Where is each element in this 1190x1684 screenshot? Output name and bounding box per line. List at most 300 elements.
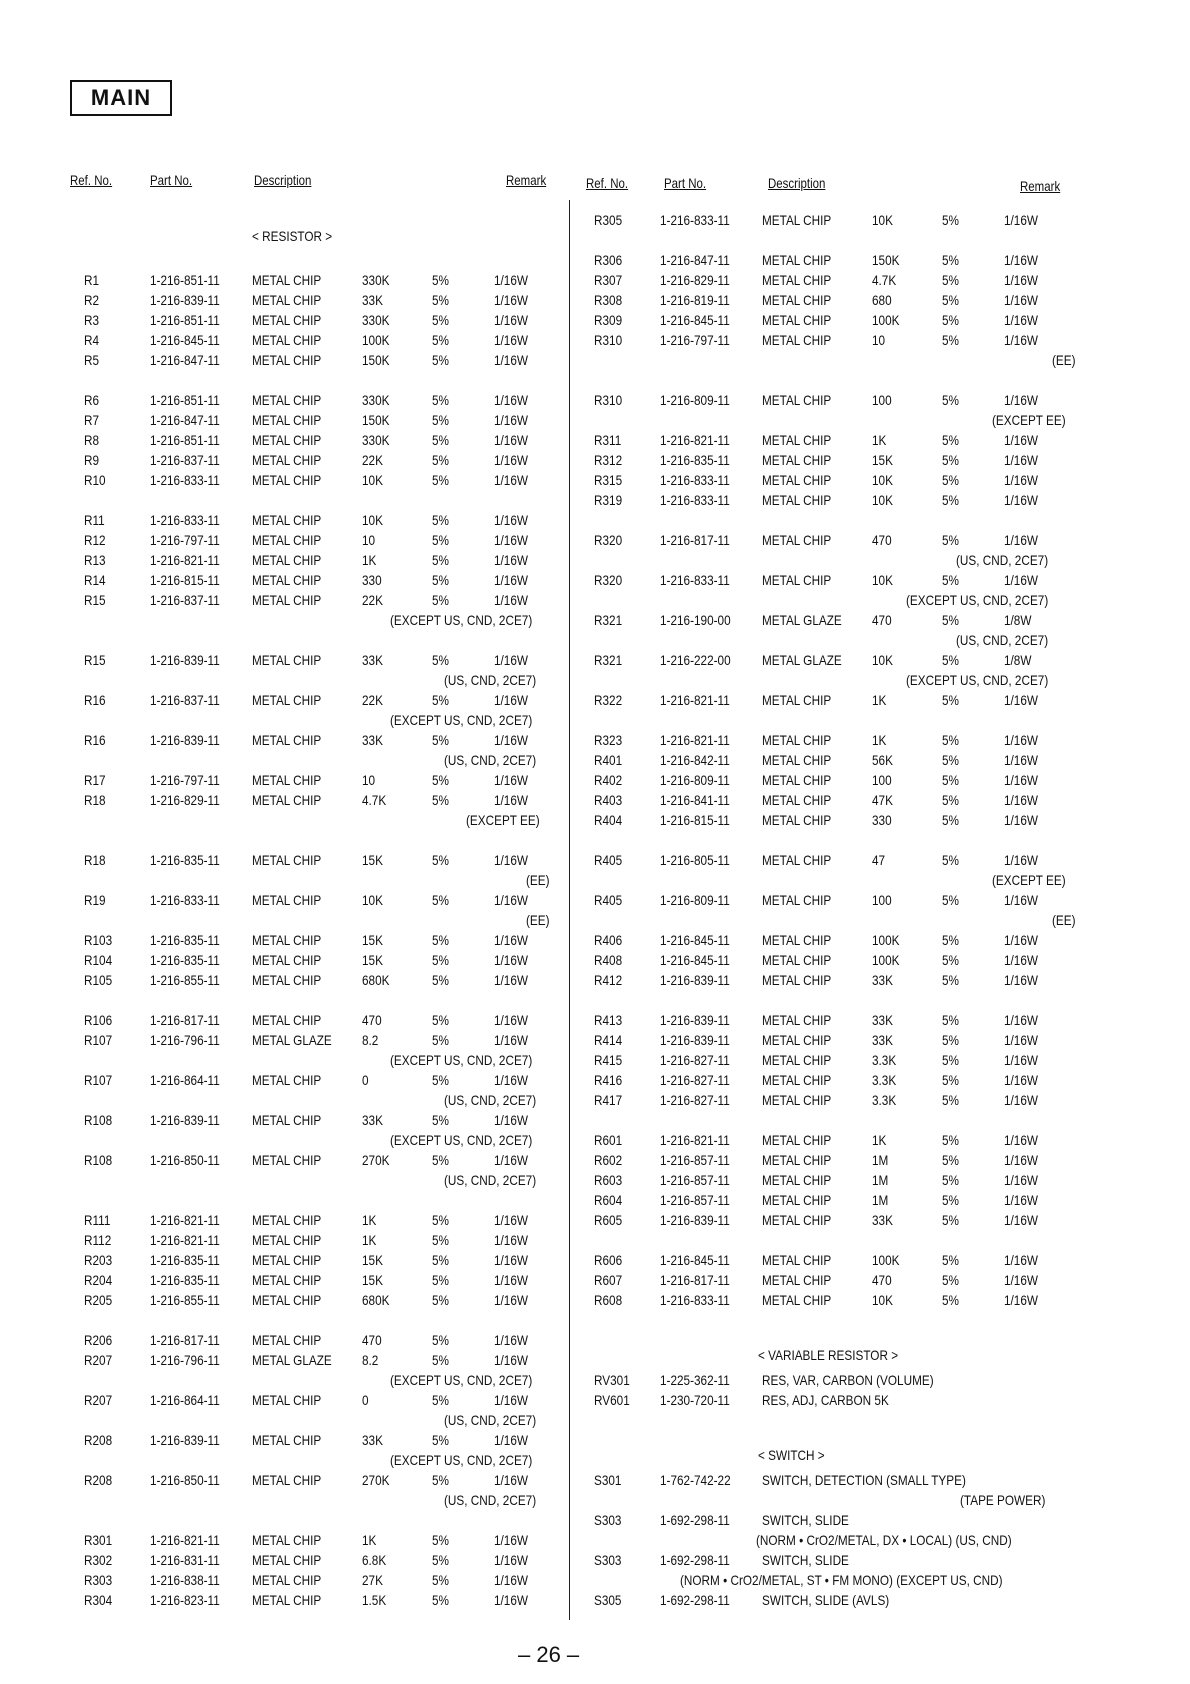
- tolerance: 5%: [432, 1152, 449, 1168]
- ref-no: S303: [594, 1552, 622, 1568]
- tolerance: 5%: [942, 652, 959, 668]
- ref-no: R15: [84, 652, 106, 668]
- part-no: 1-216-833-11: [150, 892, 220, 908]
- value: 4.7K: [362, 792, 387, 808]
- value: 22K: [362, 592, 383, 608]
- description: METAL GLAZE: [762, 652, 842, 668]
- value: 15K: [362, 1252, 383, 1268]
- part-no: 1-216-839-11: [150, 1112, 220, 1128]
- part-no: 1-216-796-11: [150, 1032, 220, 1048]
- value: 33K: [872, 972, 893, 988]
- tolerance: 5%: [432, 1472, 449, 1488]
- description: METAL CHIP: [762, 312, 832, 328]
- ref-no: R9: [84, 452, 100, 468]
- ref-no: R402: [594, 772, 623, 788]
- tolerance: 5%: [942, 752, 959, 768]
- tolerance: 5%: [432, 572, 449, 588]
- value: 470: [362, 1012, 382, 1028]
- description: SWITCH, SLIDE: [762, 1512, 849, 1528]
- description: METAL CHIP: [762, 932, 832, 948]
- power-rating: 1/16W: [494, 1212, 528, 1228]
- part-no: 1-216-809-11: [660, 772, 730, 788]
- power-rating: 1/8W: [1004, 652, 1032, 668]
- description: METAL CHIP: [252, 572, 322, 588]
- description: METAL CHIP: [762, 1032, 832, 1048]
- value: 10K: [362, 512, 383, 528]
- part-no: 1-216-842-11: [660, 752, 730, 768]
- value: 1K: [872, 432, 887, 448]
- tolerance: 5%: [942, 1212, 959, 1228]
- tolerance: 5%: [432, 392, 449, 408]
- ref-no: R323: [594, 732, 623, 748]
- part-no: 1-216-835-11: [150, 952, 220, 968]
- value: 330: [872, 812, 892, 828]
- power-rating: 1/16W: [1004, 332, 1038, 348]
- value: 100K: [872, 1252, 900, 1268]
- tolerance: 5%: [942, 1132, 959, 1148]
- power-rating: 1/16W: [494, 892, 528, 908]
- tolerance: 5%: [942, 1072, 959, 1088]
- power-rating: 1/16W: [494, 1012, 528, 1028]
- ref-no: R16: [84, 732, 106, 748]
- power-rating: 1/16W: [1004, 972, 1038, 988]
- part-no: 1-216-857-11: [660, 1152, 730, 1168]
- tolerance: 5%: [942, 972, 959, 988]
- value: 33K: [362, 292, 383, 308]
- value: 10K: [872, 572, 893, 588]
- tolerance: 5%: [942, 312, 959, 328]
- tolerance: 5%: [942, 572, 959, 588]
- parts-row: [0, 1032, 1190, 1050]
- power-rating: 1/16W: [494, 352, 528, 368]
- ref-no: R408: [594, 952, 623, 968]
- ref-no: R414: [594, 1032, 623, 1048]
- remark-note: (TAPE POWER): [960, 1492, 1046, 1508]
- power-rating: 1/16W: [1004, 792, 1038, 808]
- ref-no: R207: [84, 1392, 113, 1408]
- ref-no: R309: [594, 312, 623, 328]
- tolerance: 5%: [942, 952, 959, 968]
- parts-row: [0, 1072, 1190, 1090]
- power-rating: 1/16W: [1004, 272, 1038, 288]
- value: 22K: [362, 452, 383, 468]
- ref-no: R405: [594, 852, 623, 868]
- value: 0: [362, 1072, 369, 1088]
- page-number: – 26 –: [518, 1642, 580, 1667]
- value: 15K: [362, 1272, 383, 1288]
- tolerance: 5%: [942, 272, 959, 288]
- part-no: 1-216-819-11: [660, 292, 730, 308]
- description: METAL CHIP: [762, 1072, 832, 1088]
- power-rating: 1/16W: [494, 1592, 528, 1608]
- value: 150K: [362, 412, 390, 428]
- ref-no: R19: [84, 892, 106, 908]
- power-rating: 1/16W: [494, 852, 528, 868]
- ref-no: S301: [594, 1472, 622, 1488]
- tolerance: 5%: [942, 252, 959, 268]
- part-no: 1-216-821-11: [660, 692, 730, 708]
- description: METAL CHIP: [252, 852, 322, 868]
- value: 33K: [872, 1012, 893, 1028]
- ref-no: R608: [594, 1292, 623, 1308]
- ref-no: R301: [84, 1532, 113, 1548]
- tolerance: 5%: [432, 332, 449, 348]
- tolerance: 5%: [432, 792, 449, 808]
- ref-no: R2: [84, 292, 100, 308]
- value: 10K: [362, 892, 383, 908]
- value: 47: [872, 852, 886, 868]
- description: METAL CHIP: [252, 432, 322, 448]
- description: METAL CHIP: [762, 792, 832, 808]
- part-no: 1-216-857-11: [660, 1172, 730, 1188]
- power-rating: 1/16W: [1004, 932, 1038, 948]
- remark-note: (NORM • CrO2/METAL, DX • LOCAL) (US, CND): [756, 1532, 1012, 1548]
- remark-note: (EXCEPT US, CND, 2CE7): [390, 1132, 533, 1148]
- description: METAL CHIP: [762, 1012, 832, 1028]
- power-rating: 1/16W: [1004, 772, 1038, 788]
- tolerance: 5%: [942, 392, 959, 408]
- tolerance: 5%: [432, 1432, 449, 1448]
- parts-row: [0, 1152, 1190, 1170]
- remark-note: (US, CND, 2CE7): [956, 552, 1049, 568]
- power-rating: 1/16W: [1004, 452, 1038, 468]
- ref-no: R10: [84, 472, 106, 488]
- tolerance: 5%: [432, 1392, 449, 1408]
- section-resistor: < RESISTOR >: [252, 228, 333, 244]
- ref-no: R107: [84, 1032, 113, 1048]
- power-rating: 1/16W: [1004, 1252, 1038, 1268]
- part-no: 1-216-817-11: [150, 1332, 220, 1348]
- tolerance: 5%: [942, 472, 959, 488]
- value: 8.2: [362, 1352, 379, 1368]
- value: 10K: [872, 492, 893, 508]
- ref-no: R104: [84, 952, 113, 968]
- parts-row: [0, 572, 1190, 590]
- remark-note: (US, CND, 2CE7): [444, 752, 537, 768]
- header-part-right: Part No.: [664, 175, 707, 191]
- value: 10K: [872, 212, 893, 228]
- tolerance: 5%: [942, 792, 959, 808]
- part-no: 1-216-805-11: [660, 852, 730, 868]
- tolerance: 5%: [942, 612, 959, 628]
- part-no: 1-216-833-11: [150, 472, 220, 488]
- value: 1K: [362, 552, 377, 568]
- ref-no: R312: [594, 452, 623, 468]
- power-rating: 1/16W: [494, 1152, 528, 1168]
- tolerance: 5%: [432, 972, 449, 988]
- ref-no: R321: [594, 612, 623, 628]
- description: METAL CHIP: [762, 692, 832, 708]
- header-remark-right: Remark: [1020, 178, 1061, 194]
- part-no: 1-216-823-11: [150, 1592, 220, 1608]
- tolerance: 5%: [432, 1352, 449, 1368]
- power-rating: 1/16W: [1004, 952, 1038, 968]
- power-rating: 1/16W: [1004, 1212, 1038, 1228]
- description: METAL CHIP: [762, 752, 832, 768]
- part-no: 1-216-833-11: [660, 212, 730, 228]
- ref-no: R404: [594, 812, 623, 828]
- value: 8.2: [362, 1032, 379, 1048]
- description: METAL CHIP: [252, 1332, 322, 1348]
- value: 1K: [362, 1232, 377, 1248]
- remark-note: (EXCEPT US, CND, 2CE7): [390, 1052, 533, 1068]
- ref-no: R413: [594, 1012, 623, 1028]
- power-rating: 1/16W: [1004, 252, 1038, 268]
- power-rating: 1/16W: [494, 572, 528, 588]
- power-rating: 1/16W: [494, 532, 528, 548]
- ref-no: R319: [594, 492, 623, 508]
- power-rating: 1/16W: [494, 1292, 528, 1308]
- tolerance: 5%: [942, 692, 959, 708]
- ref-no: R111: [84, 1212, 111, 1228]
- description: METAL CHIP: [252, 272, 322, 288]
- parts-row: [0, 1012, 1190, 1030]
- part-no: 1-216-845-11: [660, 1252, 730, 1268]
- value: 3.3K: [872, 1072, 897, 1088]
- part-no: 1-216-857-11: [660, 1192, 730, 1208]
- ref-no: RV301: [594, 1372, 630, 1388]
- description: METAL CHIP: [762, 1052, 832, 1068]
- part-no: 1-216-833-11: [150, 512, 220, 528]
- power-rating: 1/16W: [494, 792, 528, 808]
- parts-row: [0, 752, 1190, 770]
- part-no: 1-216-845-11: [660, 312, 730, 328]
- ref-no: R416: [594, 1072, 623, 1088]
- tolerance: 5%: [942, 732, 959, 748]
- power-rating: 1/16W: [1004, 1272, 1038, 1288]
- part-no: 1-216-835-11: [150, 932, 220, 948]
- value: 10: [362, 532, 376, 548]
- tolerance: 5%: [942, 1032, 959, 1048]
- value: 470: [362, 1332, 382, 1348]
- description: METAL CHIP: [762, 492, 832, 508]
- tolerance: 5%: [942, 532, 959, 548]
- part-no: 1-216-797-11: [150, 532, 220, 548]
- value: 100: [872, 892, 892, 908]
- part-no: 1-692-298-11: [660, 1552, 730, 1568]
- tolerance: 5%: [432, 532, 449, 548]
- value: 100: [872, 392, 892, 408]
- parts-row: [0, 1092, 1190, 1110]
- tolerance: 5%: [432, 1292, 449, 1308]
- tolerance: 5%: [432, 452, 449, 468]
- description: METAL CHIP: [252, 332, 322, 348]
- ref-no: R16: [84, 692, 106, 708]
- ref-no: R415: [594, 1052, 623, 1068]
- parts-row: [0, 212, 1190, 230]
- part-no: 1-216-847-11: [660, 252, 730, 268]
- description: METAL CHIP: [252, 792, 322, 808]
- description: METAL CHIP: [762, 212, 832, 228]
- power-rating: 1/16W: [494, 1032, 528, 1048]
- power-rating: 1/16W: [1004, 1052, 1038, 1068]
- value: 270K: [362, 1152, 390, 1168]
- value: 3.3K: [872, 1052, 897, 1068]
- parts-row: [0, 952, 1190, 970]
- tolerance: 5%: [942, 1092, 959, 1108]
- power-rating: 1/16W: [494, 1332, 528, 1348]
- section-title: MAIN: [70, 80, 172, 116]
- ref-no: R3: [84, 312, 100, 328]
- remark-note: (EXCEPT US, CND, 2CE7): [390, 612, 533, 628]
- parts-row: [0, 652, 1190, 670]
- parts-row: [0, 1172, 1190, 1190]
- part-no: 1-216-839-11: [660, 1012, 730, 1028]
- description: SWITCH, SLIDE: [762, 1552, 849, 1568]
- power-rating: 1/16W: [494, 1392, 528, 1408]
- description: METAL CHIP: [762, 392, 832, 408]
- description: METAL CHIP: [252, 292, 322, 308]
- tolerance: 5%: [432, 552, 449, 568]
- part-no: 1-216-827-11: [660, 1052, 730, 1068]
- tolerance: 5%: [432, 1232, 449, 1248]
- ref-no: R108: [84, 1112, 113, 1128]
- tolerance: 5%: [942, 292, 959, 308]
- power-rating: 1/8W: [1004, 612, 1032, 628]
- ref-no: R203: [84, 1252, 113, 1268]
- parts-row: [0, 332, 1190, 350]
- tolerance: 5%: [942, 812, 959, 828]
- power-rating: 1/16W: [494, 452, 528, 468]
- part-no: 1-216-821-11: [660, 432, 730, 448]
- part-no: 1-216-817-11: [150, 1012, 220, 1028]
- power-rating: 1/16W: [494, 932, 528, 948]
- parts-row: [0, 292, 1190, 310]
- description: METAL CHIP: [762, 1132, 832, 1148]
- remark-note: (US, CND, 2CE7): [444, 672, 537, 688]
- ref-no: S303: [594, 1512, 622, 1528]
- value: 330: [362, 572, 382, 588]
- remark-note: (US, CND, 2CE7): [444, 1412, 537, 1428]
- power-rating: 1/16W: [1004, 732, 1038, 748]
- tolerance: 5%: [942, 1052, 959, 1068]
- power-rating: 1/16W: [494, 1572, 528, 1588]
- ref-no: R11: [84, 512, 105, 528]
- part-no: 1-216-190-00: [660, 612, 731, 628]
- parts-row: [0, 312, 1190, 330]
- part-no: 1-216-827-11: [660, 1092, 730, 1108]
- part-no: 1-216-831-11: [150, 1552, 220, 1568]
- ref-no: R204: [84, 1272, 113, 1288]
- value: 270K: [362, 1472, 390, 1488]
- description: METAL GLAZE: [762, 612, 842, 628]
- power-rating: 1/16W: [1004, 1172, 1038, 1188]
- ref-no: R311: [594, 432, 622, 448]
- description: METAL CHIP: [762, 972, 832, 988]
- description: METAL CHIP: [252, 1112, 322, 1128]
- description: METAL CHIP: [252, 1212, 322, 1228]
- ref-no: R403: [594, 792, 623, 808]
- parts-row: [0, 1232, 1190, 1250]
- value: 15K: [362, 952, 383, 968]
- part-no: 1-216-847-11: [150, 412, 220, 428]
- ref-no: R412: [594, 972, 623, 988]
- tolerance: 5%: [432, 1552, 449, 1568]
- remark-note: (EXCEPT US, CND, 2CE7): [390, 712, 533, 728]
- ref-no: R304: [84, 1592, 113, 1608]
- description: METAL CHIP: [762, 732, 832, 748]
- power-rating: 1/16W: [494, 1272, 528, 1288]
- power-rating: 1/16W: [494, 272, 528, 288]
- remark-note: (EXCEPT US, CND, 2CE7): [390, 1452, 533, 1468]
- value: 470: [872, 1272, 892, 1288]
- power-rating: 1/16W: [494, 292, 528, 308]
- value: 1.5K: [362, 1592, 387, 1608]
- tolerance: 5%: [432, 352, 449, 368]
- value: 15K: [362, 932, 383, 948]
- part-no: 1-216-855-11: [150, 1292, 220, 1308]
- description: METAL CHIP: [762, 252, 832, 268]
- description: METAL CHIP: [252, 932, 322, 948]
- ref-no: R322: [594, 692, 623, 708]
- part-no: 1-216-835-11: [660, 452, 730, 468]
- tolerance: 5%: [432, 932, 449, 948]
- value: 56K: [872, 752, 893, 768]
- remark-note: (EE): [526, 872, 550, 888]
- power-rating: 1/16W: [494, 952, 528, 968]
- part-no: 1-216-837-11: [150, 592, 220, 608]
- tolerance: 5%: [942, 332, 959, 348]
- description: METAL CHIP: [762, 432, 832, 448]
- part-no: 1-225-362-11: [660, 1372, 730, 1388]
- description: METAL CHIP: [762, 572, 832, 588]
- part-no: 1-216-827-11: [660, 1072, 730, 1088]
- value: 10K: [872, 472, 893, 488]
- description: METAL CHIP: [762, 1192, 832, 1208]
- value: 33K: [362, 1432, 383, 1448]
- value: 10K: [362, 472, 383, 488]
- part-no: 1-216-851-11: [150, 392, 220, 408]
- parts-row: [0, 792, 1190, 810]
- part-no: 1-216-864-11: [150, 1072, 220, 1088]
- parts-row: [0, 512, 1190, 530]
- power-rating: 1/16W: [494, 1552, 528, 1568]
- value: 15K: [362, 852, 383, 868]
- tolerance: 5%: [432, 892, 449, 908]
- description: METAL CHIP: [762, 892, 832, 908]
- tolerance: 5%: [432, 1072, 449, 1088]
- tolerance: 5%: [432, 292, 449, 308]
- power-rating: 1/16W: [1004, 1032, 1038, 1048]
- part-no: 1-216-821-11: [150, 1212, 220, 1228]
- tolerance: 5%: [942, 1172, 959, 1188]
- value: 33K: [362, 732, 383, 748]
- description: RES, VAR, CARBON (VOLUME): [762, 1372, 934, 1388]
- part-no: 1-216-839-11: [660, 972, 730, 988]
- tolerance: 5%: [432, 1112, 449, 1128]
- remark-note: (US, CND, 2CE7): [444, 1492, 537, 1508]
- part-no: 1-216-851-11: [150, 432, 220, 448]
- part-no: 1-216-835-11: [150, 1252, 220, 1268]
- tolerance: 5%: [432, 852, 449, 868]
- parts-row: [0, 1432, 1190, 1450]
- parts-row: [0, 812, 1190, 830]
- power-rating: 1/16W: [494, 552, 528, 568]
- part-no: 1-216-797-11: [150, 772, 220, 788]
- value: 1K: [872, 692, 887, 708]
- description: METAL GLAZE: [252, 1352, 332, 1368]
- description: METAL CHIP: [252, 412, 322, 428]
- parts-row: [0, 432, 1190, 450]
- ref-no: RV601: [594, 1392, 630, 1408]
- value: 1M: [872, 1152, 889, 1168]
- tolerance: 5%: [942, 452, 959, 468]
- power-rating: 1/16W: [494, 772, 528, 788]
- value: 680K: [362, 1292, 390, 1308]
- part-no: 1-216-222-00: [660, 652, 731, 668]
- ref-no: R401: [594, 752, 623, 768]
- description: METAL CHIP: [252, 692, 322, 708]
